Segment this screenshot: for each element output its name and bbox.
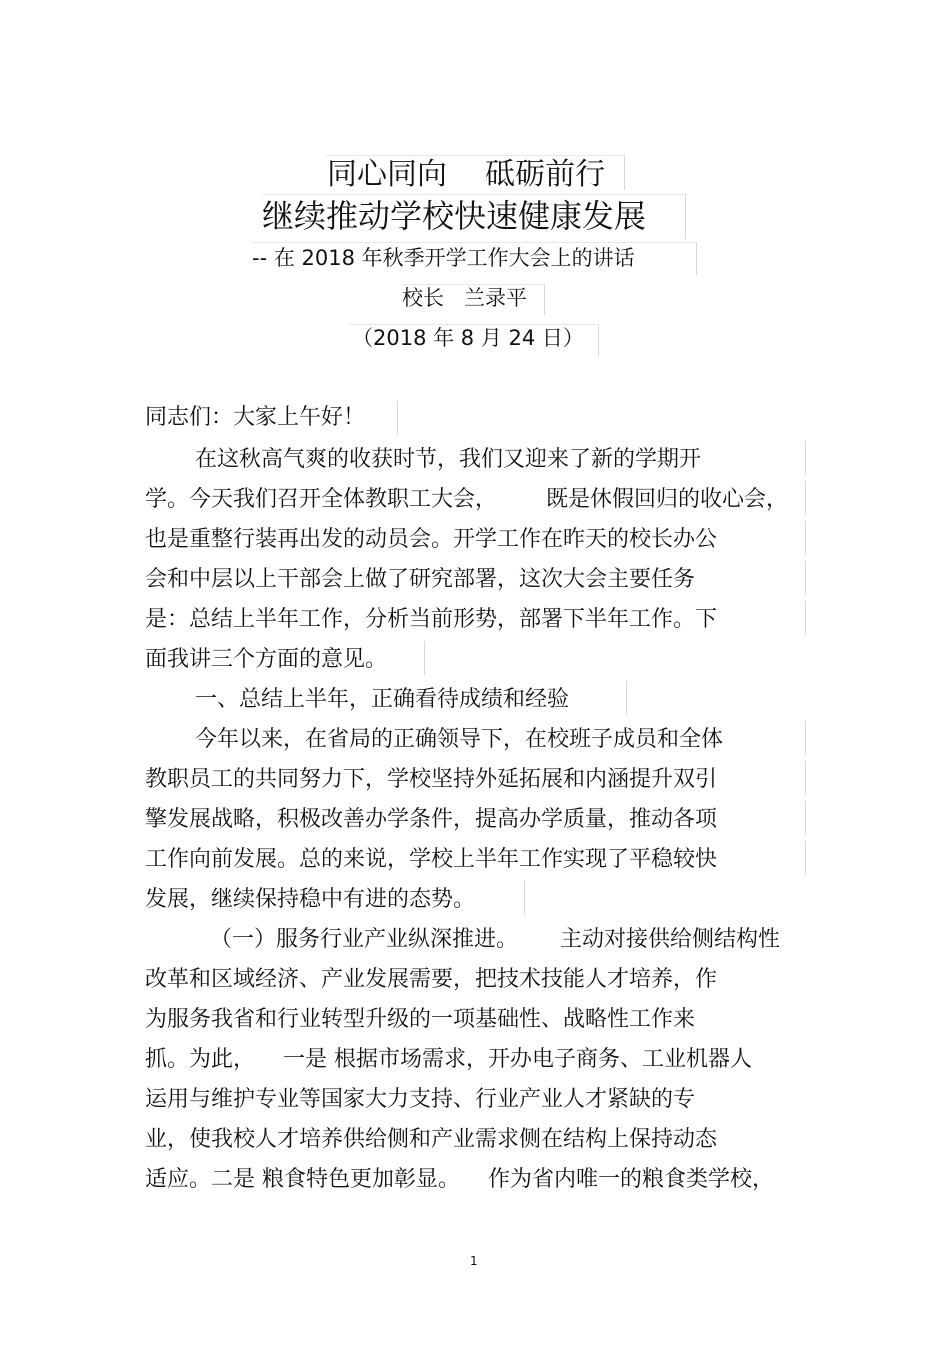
scan-guide-rule: [195, 721, 806, 755]
scan-guide-rule: [195, 681, 627, 715]
scan-guide-rule: [145, 521, 806, 555]
scan-guide-rule: [145, 881, 525, 915]
scan-guide-rule: [402, 284, 545, 315]
body-paragraph-line: 抓。为此， 一是 根据市场需求，开办电子商务、工业机器人: [145, 1047, 752, 1072]
body-paragraph-line: 面我讲三个方面的意见。: [145, 647, 388, 672]
scan-guide-rule: [145, 801, 806, 835]
body-paragraph-line: 工作向前发展。总的来说，学校上半年工作实现了平稳较快: [145, 847, 718, 872]
scan-guide-rule: [145, 481, 806, 515]
body-paragraph-line: 学。今天我们召开全体教职工大会， 既是休假回归的收心会，: [145, 487, 788, 512]
scan-guide-rule: [252, 242, 697, 275]
speech-date: （2018 年 8 月 24 日）: [352, 326, 584, 350]
body-paragraph-line: 业，使我校人才培养供给侧和产业需求侧在结构上保持动态: [145, 1127, 718, 1152]
scan-guide-rule: [145, 641, 425, 675]
body-paragraph-line: 运用与维护专业等国家大力支持、行业产业人才紧缺的专: [145, 1087, 696, 1112]
body-paragraph-line: 会和中层以上干部会上做了研究部署，这次大会主要任务: [145, 567, 696, 592]
page-number: 1: [470, 1254, 478, 1268]
body-paragraph-line: 擎发展战略，积极改善办学条件，提高办学质量，推动各项: [145, 807, 718, 832]
body-paragraph-line: 改革和区域经济、产业发展需要，把技术技能人才培养，作: [145, 967, 718, 992]
speaker-name: 校长 兰录平: [402, 286, 528, 310]
body-paragraph-line: 今年以来，在省局的正确领导下，在校班子成员和全体: [195, 727, 724, 752]
scan-guide-rule: [349, 324, 599, 356]
scan-guide-rule: [145, 401, 398, 435]
body-paragraph-line: 也是重整行装再出发的动员会。开学工作在昨天的校长办公: [145, 527, 718, 552]
scan-guide-rule: [145, 441, 806, 475]
scan-guide-rule: [326, 155, 625, 190]
subsection-heading: （一）服务行业产业纵深推进。 主动对接供给侧结构性: [210, 927, 780, 952]
body-paragraph-line: 发展，继续保持稳中有进的态势。: [145, 887, 476, 912]
section-heading: 一、总结上半年，正确看待成绩和经验: [195, 687, 570, 712]
scan-guide-rule: [262, 194, 686, 239]
body-paragraph-line: 适应。二是 粮食特色更加彰显。 作为省内唯一的粮食类学校，: [145, 1167, 774, 1192]
body-paragraph-line: 为服务我省和行业转型升级的一项基础性、战略性工作来: [145, 1007, 696, 1032]
body-paragraph-line: 在这秋高气爽的收获时节，我们又迎来了新的学期开: [195, 447, 702, 472]
document-title-line-1: 同心同向 砥砺前行: [327, 157, 606, 192]
scan-guide-rule: [145, 761, 806, 795]
body-paragraph-line: 是：总结上半年工作，分析当前形势，部署下半年工作。下: [145, 607, 718, 632]
scan-guide-rule: [145, 601, 806, 635]
speech-subtitle: -- 在 2018 年秋季开学工作大会上的讲话: [252, 246, 635, 270]
scan-guide-rule: [145, 841, 806, 875]
body-paragraph-line: 教职员工的共同努力下，学校坚持外延拓展和内涵提升双引: [145, 767, 718, 792]
scan-guide-rule: [145, 561, 806, 595]
greeting: 同志们：大家上午好！: [145, 405, 366, 430]
document-title-line-2: 继续推动学校快速健康发展: [262, 197, 647, 235]
